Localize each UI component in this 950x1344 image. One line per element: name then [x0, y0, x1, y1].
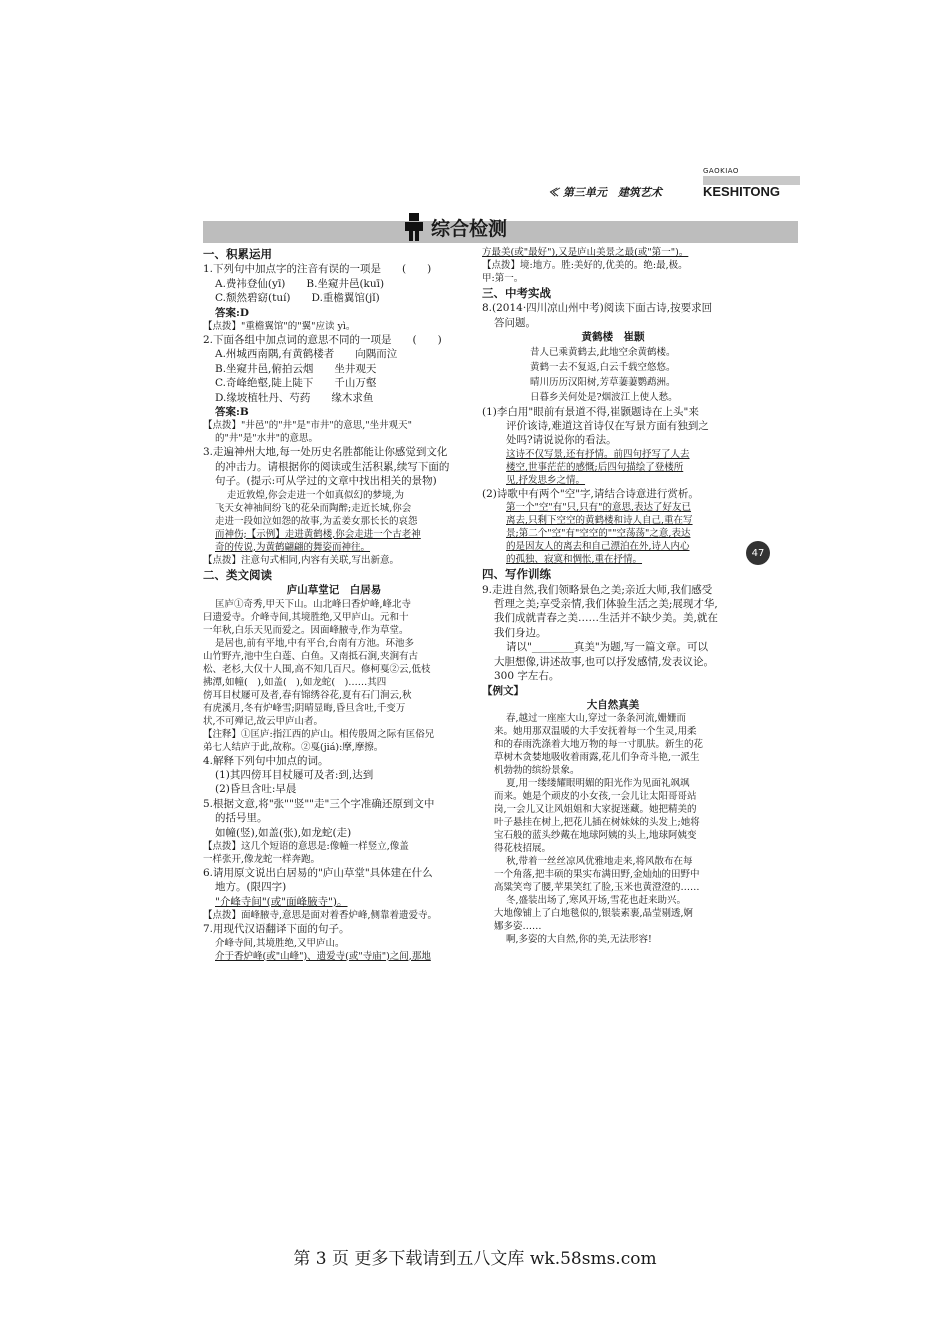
text-line: 大地像铺上了白地毯似的,银装素裹,晶莹剔透,婀 [494, 908, 694, 920]
text-line: C.奇峰绝壑,陡上陡下 千山万壑 [215, 377, 377, 390]
text-line: 而神伤;【示例】走进黄鹤楼,你会走进一个古老神 [215, 528, 421, 540]
text-line: 大胆想像,讲述故事,也可以抒发感情,发表议论。 [494, 655, 715, 668]
section-heading [403, 212, 507, 242]
text-line: 松、老杉,大仅十人围,高不知几百尺。修柯戛②云,低枝 [203, 663, 431, 675]
text-line: 句子。(提示:可从学过的文章中找出相关的景物) [215, 475, 437, 488]
text-line: 走近敦煌,你会走进一个如真似幻的梦境,为 [227, 489, 405, 501]
text-line: 秋,带着一丝丝凉风优雅地走来,将风散布在每 [506, 856, 693, 868]
text-line: 有虎溪月,冬有炉峰雪;阴晴显晦,昏旦含吐,千变万 [203, 702, 406, 714]
text-line: 的括号里。 [215, 812, 268, 825]
text-line: 8.(2014·四川凉山州中考)阅读下面古诗,按要求回 [482, 302, 713, 315]
text-line: 冬,盛装出场了,寒风开场,雪花也赶来助兴。 [506, 895, 687, 907]
text-line: C.颓然碧窈(tuí) D.重檐翼馆(jǐ) [215, 292, 380, 305]
text-line: 第一个"空"有"只,只有"的意思,表达了好友已 [506, 502, 692, 514]
section-title: 综合检测 [431, 217, 508, 240]
text-line: 方最美(或"最好"),又是庐山美景之最(或"第一")。 [482, 247, 689, 258]
text-line: 的冲击力。请根据你的阅读或生活积累,续写下面的 [215, 460, 450, 473]
text-line: 高粱笑弯了腰,苹果笑红了脸,玉米也黄澄澄的…… [494, 882, 700, 894]
text-line: 弟七人结庐于此,故称。②戛(jiá):摩,摩擦。 [203, 741, 384, 753]
text-line: (2)昏旦含吐:早晨 [215, 783, 297, 796]
text-line: 2.下面各组中加点词的意思不同的一项是 ( ) [203, 334, 442, 347]
text-line: 处吗?请说说你的看法。 [506, 434, 617, 447]
header-brand: KESHITONG [703, 184, 781, 199]
text-line: 答问题。 [494, 316, 536, 329]
text-line: 介于香炉峰(或"山峰")、遗爱寺(或"寺庙")之间,那地 [215, 950, 431, 962]
text-line: 奇的传说,为黄鹤翩翩的舞姿而神往。 [215, 541, 371, 553]
text-line: 走进一段如泣如怨的故事,为孟姜女那长长的哀怨 [215, 515, 418, 527]
text-line: 【点拨】境:地方。胜:美好的,优美的。绝:最,极。 [482, 260, 688, 271]
text-line: 草树木贪婪地吸收着雨露,花儿们争奇斗艳,一派生 [494, 752, 700, 764]
text-line: 6.请用原文说出白居易的"庐山草堂"具体建在什么 [203, 866, 433, 879]
text-line: 见,抒发思乡之情。 [506, 474, 586, 486]
text-line: A.费祎登仙(yī) B.坐窥井邑(kuī) [215, 277, 385, 290]
footer: 第 3 页 更多下载请到五八文库 wk.58sms.com [293, 1249, 657, 1269]
text-line: 【例文】 [482, 684, 524, 697]
text-line: A.州城西南隅,有黄鹤楼者 向隅而泣 [215, 348, 398, 361]
text-line: 离去,只剩下空空的黄鹤楼和诗人自己,重在写 [506, 515, 693, 527]
text-line: 【点拨】这几个短语的意思是:像幢一样竖立,像盖 [203, 840, 409, 852]
text-line: 啊,多姿的大自然,你的美,无法形容! [506, 934, 652, 946]
text-line: 3.走遍神州大地,每一处历史名胜都能让你感觉到文化 [203, 446, 448, 459]
text-line: 答案:D [215, 306, 249, 319]
text-line: (2)诗歌中有两个"空"字,请结合诗意进行赏析。 [482, 487, 699, 500]
header-gaokao: GAOKIAO [703, 167, 739, 175]
text-line: 夏,用一缕缕耀眼明媚的阳光作为见面礼飒飒 [506, 778, 690, 790]
text-line: 机勃勃的缤纷景象。 [494, 765, 580, 777]
text-line: (1)其四傍耳目杖屦可及者:到,达到 [215, 768, 374, 781]
text-line: 的"井"是"水井"的意思。 [215, 433, 318, 445]
text-line: "介峰寺间"(或"面峰腋寺")。 [215, 895, 348, 908]
text-line: 9.走进自然,我们领略景色之美;亲近大师,我们感受 [482, 583, 713, 596]
text-line: 宝石般的蓝头纱戴在地球阿姨的头上,地球阿姨变 [494, 830, 697, 842]
text-line: 庐山草堂记 白居易 [286, 584, 382, 597]
text-line: 【点拨】注意句式相同,内容有关联,写出新意。 [203, 554, 400, 566]
text-line: 介峰寺间,其境胜绝,又甲庐山。 [215, 937, 345, 949]
text-line: 匡庐①奇秀,甲天下山。山北峰曰香炉峰,峰北寺 [215, 598, 412, 610]
text-line: 状,不可殚记,故云甲庐山者。 [203, 715, 324, 727]
text-line: 景;第二个"空"有"空空的""空荡荡"之意,表达 [506, 528, 691, 540]
text-line: 的孤独、寂寞和惆怅,重在抒情。 [506, 554, 643, 566]
text-line: 这诗不仅写景,还有抒情。前四句抒写了人去 [506, 448, 690, 460]
text-line: 而来。她是个顽皮的小女孩,一会儿让太阳哥哥站 [494, 791, 697, 803]
text-line: 一个角落,把丰硕的果实布满田野,金灿灿的田野中 [494, 869, 700, 881]
text-line: 5.根据文意,将"张""竖""走"三个字准确还原到文中 [203, 797, 435, 810]
header-unit: ≪ 第三单元 建筑艺术 [548, 186, 662, 199]
text-line: 如幢(竖),如盖(张),如龙蛇(走) [215, 826, 352, 839]
text-line: 拂潭,如幢( ),如盖( ),如龙蛇( )……其四 [203, 676, 387, 688]
text-line: 四、写作训练 [482, 567, 551, 582]
text-line: 300 字左右。 [494, 670, 560, 683]
text-line: 来。她用那双温暖的大手安抚着每一个生灵,用柔 [494, 726, 697, 738]
text-line: 甲:第一。 [482, 273, 524, 284]
text-line: 黄鹤楼 崔颢 [581, 331, 645, 344]
text-line: 楼空,世事茫茫的感慨;后四句描绘了登楼所 [506, 461, 684, 473]
left-column [203, 246, 465, 963]
text-line: 飞天女神袖间纷飞的花朵而陶醉;走近长城,你会 [215, 502, 412, 514]
page-number-badge: 47 [746, 541, 770, 565]
text-line: 地方。(限四字) [215, 881, 287, 894]
text-line: 哲理之美;享受亲情,我们体验生活之美;展现才华, [494, 598, 718, 611]
text-line: (1)李白用"眼前有景道不得,崔颢题诗在上头"来 [482, 405, 699, 418]
text-line: 二、类文阅读 [203, 567, 272, 582]
text-line: 和的春雨洗涤着大地万物的每一寸肌肤。新生的花 [494, 739, 704, 751]
text-line: 7.用现代汉语翻译下面的句子。 [203, 923, 350, 936]
text-line: 【点拨】"井邑"的"井"是"市井"的意思,"坐井观天" [203, 420, 412, 432]
text-line: 【点拨】"重檐翼馆"的"翼"应读 yì。 [203, 321, 356, 333]
text-line: 【注释】①匡庐:指江西的庐山。相传殷周之际有匡俗兄 [203, 728, 435, 740]
text-line: 叶子悬挂在树上,把花儿插在树妹妹的头发上;她将 [494, 817, 700, 829]
text-line: 昔人已乘黄鹤去,此地空余黄鹤楼。 [530, 346, 676, 358]
text-line: 得花枝招展。 [494, 843, 552, 855]
text-line: 曰遗爱寺。介峰寺间,其境胜绝,又甲庐山。元和十 [203, 611, 409, 623]
text-line: 1.下列句中加点字的注音有误的一项是 ( ) [203, 263, 432, 276]
text-line: 三、中考实战 [482, 286, 551, 300]
text-line: 黄鹤一去不复返,白云千载空悠悠。 [530, 361, 676, 373]
right-column [482, 246, 744, 946]
text-line: 请以"________真美"为题,写一篇文章。可以 [506, 641, 708, 654]
text-line: 一年秋,白乐天见而爱之。因面峰腋寺,作为草堂。 [203, 624, 409, 636]
text-line: 我们成就青春之美……生活并不缺少美。美,就在 [494, 612, 718, 625]
text-line: 我们身边。 [494, 626, 547, 639]
text-line: 傍耳目杖屦可及者,春有锦绣谷花,夏有石门涧云,秋 [203, 689, 412, 701]
text-line: B.坐窥井邑,俯拍云烟 坐井观天 [215, 362, 377, 375]
text-line: 日暮乡关何处是?烟波江上使人愁。 [530, 391, 678, 403]
text-line: 4.解释下列句中加点的词。 [203, 754, 329, 767]
text-line: 岗,一会儿又让风姐姐和大家捉迷藏。她把精美的 [494, 804, 697, 816]
text-line: 一、积累运用 [203, 247, 272, 261]
text-line: 是居也,前有平地,中有平台,台南有方池。环池多 [215, 637, 415, 649]
text-line: D.缘坡植牡丹、芍药 缘木求鱼 [215, 391, 374, 404]
text-line: 大自然真美 [586, 698, 640, 711]
text-line: 【点拨】面峰腋寺,意思是面对着香炉峰,侧靠着遗爱寺。 [203, 910, 438, 922]
text-line: 晴川历历汉阳树,芳草萋萋鹦鹉洲。 [530, 376, 676, 388]
text-line: 评价该诗,难道这首诗仅在写景方面有独到之 [506, 420, 709, 433]
text-line: 一样张开,像龙蛇一样奔跑。 [203, 853, 321, 865]
text-line: 答案:B [215, 406, 249, 419]
text-line: 娜多姿…… [494, 921, 542, 933]
text-line: 的是因友人的离去和自己漂泊在外,诗人内心 [506, 541, 690, 553]
text-line: 山竹野卉,池中生白莲、白鱼。又南抵石涧,夹涧有古 [203, 650, 419, 662]
figure-icon [403, 213, 425, 241]
text-line: 春,越过一座座大山,穿过一条条河流,姗姗而 [506, 713, 687, 725]
